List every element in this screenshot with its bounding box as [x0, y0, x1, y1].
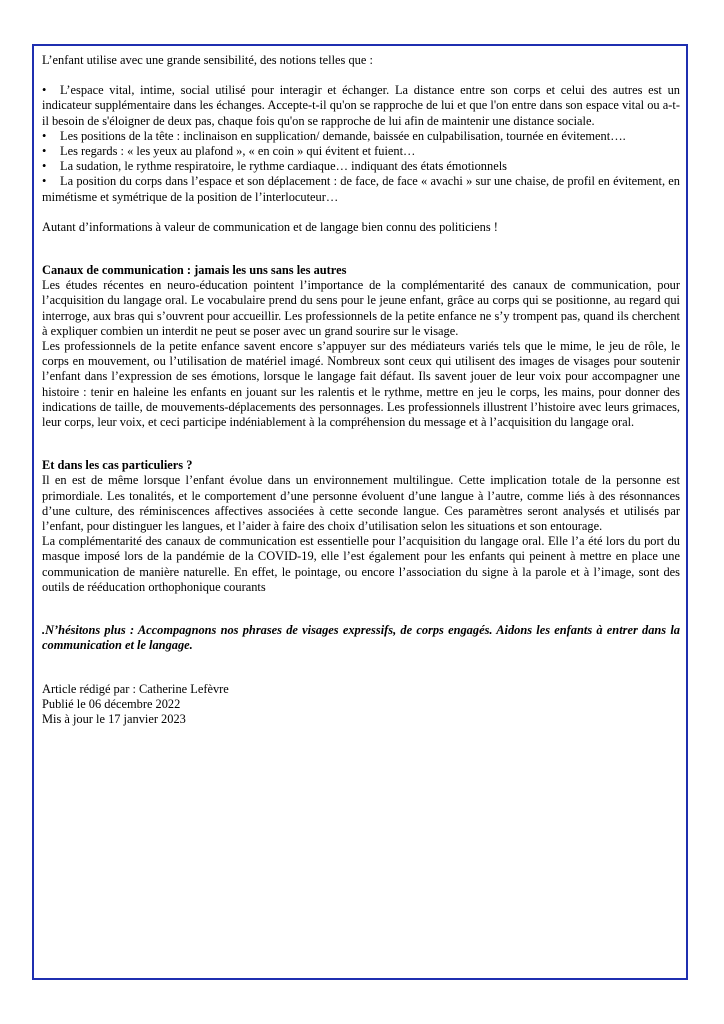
bullet-icon: •: [42, 174, 47, 189]
section-heading-channels: Canaux de communication : jamais les uns sans les autres: [42, 263, 347, 278]
special-cases-paragraph-2: La complémentarité des canaux de communication est essentielle pour l’acquisition du langage oral. Elle l’a été lors du port du masque imposé lors de la pandémie de la COVID-19, elle l’est également pour les enfants qui peinent à mettre en place une communication de manière naturelle. En effet, le pointage, ou encore l’association du signe à la parole et à l’image, sont des outils de rééducation orthophonique courants: [42, 534, 680, 594]
list-item: • La position du corps dans l’espace et son déplacement : de face, de face « avachi » sur une chaise, de profil en évitement, en mimétisme et symétrique de la position de l’interlocuteur…: [42, 174, 680, 204]
bullet-icon: •: [42, 128, 47, 143]
channels-paragraph-1: Les études récentes en neuro-éducation pointent l’importance de la complémentarité des canaux de communication, pour l’acquisition du langage oral. Le vocabulaire prend du sens pour le jeune enfant, grâce au corps qui se positionne, au regard qui interroge, aux bras qui s’ouvrent pour accueillir. Les professionnels de la petite enfance ne s’y trompent pas, quand ils cherchent à expliquer combien un interdit ne peut se poser avec un grand sourire sur le visage.: [42, 278, 680, 338]
call-to-action: .N’hésitons plus : Accompagnons nos phrases de visages expressifs, de corps engagés. Aidons les enfants à entrer dans la communication et le langage.: [42, 623, 680, 653]
special-cases-paragraph-1: Il en est de même lorsque l’enfant évolue dans un environnement multilingue. Cette implication totale de la personne est primordiale. Les tonalités, et le comportement d’une personne évoluent d’une langue à l’autre, comme liés à des résonnances d’une culture, des réminiscences affectives associées à cette seconde langue. Ces paramètres seront analysés et utilisés par l’enfant, pour distinguer les langues, et l’aider à faire des choix d’utilisation selon les situations et son entourage.: [42, 473, 680, 534]
article-frame: [32, 44, 688, 980]
politicians-text: Autant d’informations à valeur de communication et de langage bien connu des politiciens !: [42, 219, 498, 234]
list-item: • Les regards : « les yeux au plafond », « en coin » qui évitent et fuient…: [42, 144, 416, 159]
article-meta: [42, 682, 680, 728]
author-line: Article rédigé par : Catherine Lefèvre: [42, 681, 229, 696]
bullet-icon: •: [42, 159, 47, 174]
published-date: Publié le 06 décembre 2022: [42, 696, 181, 711]
list-item: • Les positions de la tête : inclinaison en supplication/ demande, baissée en culpabilisation, tournée en évitement….: [42, 128, 626, 143]
channels-paragraph-2: Les professionnels de la petite enfance savent encore s’appuyer sur des médiateurs variés tels que le mime, le jeu de rôle, le corps en mouvement, ou l’utilisation de matériel imagé. Nombreux sont ceux qui utilisent des images de visages pour soutenir l’enfant dans l’expression de ses émotions, lorsque le langage fait défaut. Ils savent jouer de leur voix pour accompagner une histoire : tenir en haleine les enfants en jouant sur les ralentis et le rythme, mettre en jeu le corps, les mains, pour donner des indications de taille, de mouvements-déplacements des personnages. Les professionnels illustrent l’histoire avec leurs grimaces, leur corps, leur voix, et ceci participe indéniablement à la compréhension du message et à l’acquisition du langage oral.: [42, 339, 680, 430]
bullet-icon: •: [42, 83, 47, 98]
bullet-icon: •: [42, 144, 47, 159]
updated-date: Mis à jour le 17 janvier 2023: [42, 711, 186, 726]
list-item: • La sudation, le rythme respiratoire, le rythme cardiaque… indiquant des états émotionnels: [42, 159, 507, 174]
list-item: • L’espace vital, intime, social utilisé pour interagir et échanger. La distance entre son corps et celui des autres est un indicateur supplémentaire dans les échanges. Accepte-t-il qu'on se rapproche de lui et que l'on entre dans son espace vital ou a-t-il besoin de s'éloigner de deux pas, chaque fois qu'on se rapproche de lui afin de maintenir une distance sociale.: [42, 83, 680, 128]
notion-list: [42, 83, 680, 205]
section-heading-special-cases: Et dans les cas particuliers ?: [42, 458, 193, 473]
intro-text: L’enfant utilise avec une grande sensibilité, des notions telles que :: [42, 53, 373, 67]
